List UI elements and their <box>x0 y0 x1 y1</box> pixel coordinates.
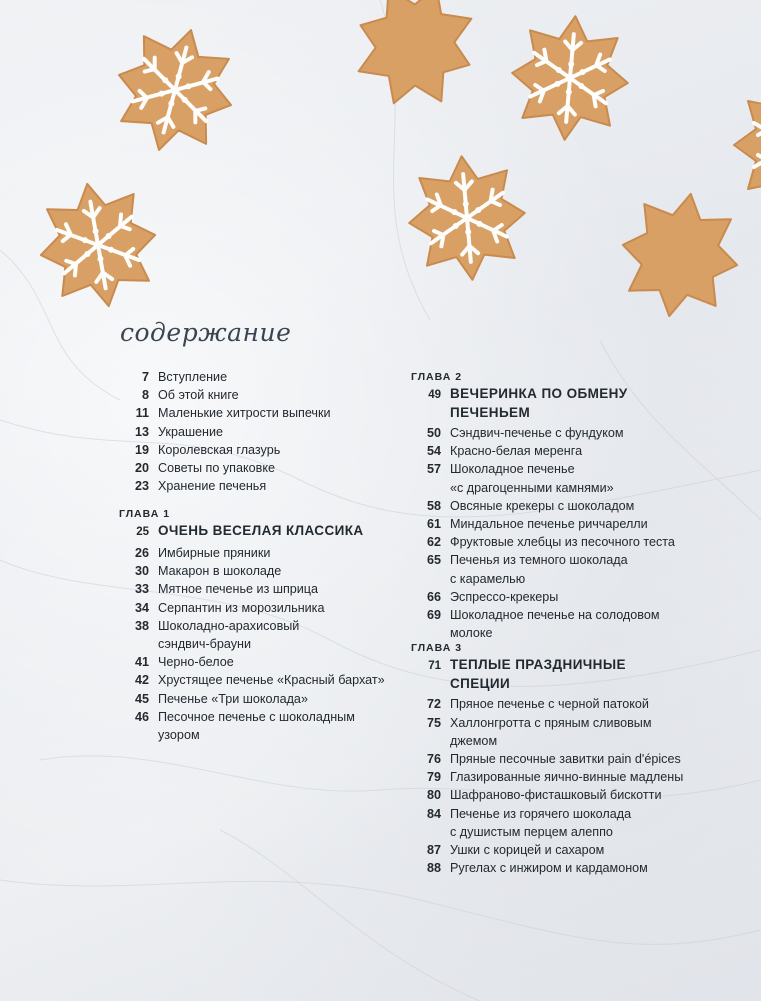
page-number: 62 <box>426 535 441 550</box>
page-number: 8 <box>141 388 149 403</box>
page-number: 72 <box>426 697 441 712</box>
entry-title: Овсяные крекеры с шоколадом <box>450 498 635 513</box>
toc-entry <box>410 606 710 642</box>
toc-entry <box>410 750 710 768</box>
toc-entry <box>410 442 710 460</box>
page-number: 76 <box>426 752 441 767</box>
page-number: 66 <box>426 589 441 604</box>
entry-title: Серпантин из морозильника <box>158 600 325 615</box>
chapter-label: ГЛАВА 3 <box>411 642 463 655</box>
chapter-label: ГЛАВА 2 <box>411 371 463 383</box>
page-number: 25 <box>136 526 149 539</box>
toc-entry <box>118 599 388 617</box>
toc-column-left <box>118 368 388 744</box>
page-number: 50 <box>426 426 441 440</box>
page-number: 20 <box>134 461 149 476</box>
intro-list <box>118 368 388 495</box>
iced-cookie-5 <box>734 83 761 207</box>
entry-title: Хранение печенья <box>158 479 267 494</box>
toc-entry <box>118 477 388 495</box>
toc-entry <box>410 551 710 587</box>
page-number: 7 <box>141 370 149 384</box>
page-number: 19 <box>134 442 149 457</box>
toc-entry <box>410 533 710 551</box>
entry-title: Шоколадно-арахисовый сэндвич-брауни <box>158 618 300 651</box>
toc-entry <box>118 708 388 744</box>
chapter-title <box>410 385 710 422</box>
chapter-1-section <box>118 508 388 744</box>
entry-title: Королевская глазурь <box>158 442 281 457</box>
entry-title: Красно-белая меренга <box>450 444 583 459</box>
toc-column-right <box>410 371 710 877</box>
toc-entry <box>118 441 388 459</box>
entry-title: Об этой книге <box>158 388 239 403</box>
page-number: 30 <box>134 564 149 579</box>
page-number: 79 <box>426 770 441 785</box>
page-number: 34 <box>134 600 149 615</box>
page-number: 49 <box>428 389 441 401</box>
page-number: 75 <box>426 715 441 730</box>
chapter-title-text: ТЕПЛЫЕ ПРАЗДНИЧНЫЕ СПЕЦИИ <box>450 657 626 691</box>
toc-entry <box>118 459 388 477</box>
entry-title: Мятное печенье из шприца <box>158 582 319 597</box>
toc-entry <box>410 497 710 515</box>
toc-entry <box>410 786 710 804</box>
toc-entry <box>118 368 388 386</box>
page-number: 58 <box>426 498 441 513</box>
page-number: 38 <box>134 618 149 633</box>
plain-cookie-2 <box>612 184 748 326</box>
toc-entry <box>410 841 710 859</box>
page-number: 13 <box>134 424 149 439</box>
entry-title: Халлонгротта с пряным сливовым джемом <box>450 715 652 748</box>
page-number: 46 <box>134 709 149 724</box>
iced-cookie-3 <box>507 11 633 145</box>
chapter-title-text: ВЕЧЕРИНКА ПО ОБМЕНУ ПЕЧЕНЬЕМ <box>450 386 628 420</box>
toc-entry <box>118 653 388 671</box>
chapter-title <box>118 522 388 542</box>
toc-entry <box>410 695 710 713</box>
page-number: 65 <box>426 553 441 568</box>
toc-entry <box>410 424 710 442</box>
entry-title: Хрустящее печенье «Красный бархат» <box>158 673 385 688</box>
page-number: 33 <box>134 582 149 597</box>
entry-title: Пряные песочные завитки pain d'épices <box>450 752 681 767</box>
entry-title: Ушки с корицей и сахаром <box>450 843 605 858</box>
entry-title: Песочное печенье с шоколадным узором <box>158 709 355 742</box>
entry-title: Ругелах с инжиром и кардамоном <box>450 861 648 876</box>
page-number: 80 <box>426 788 441 803</box>
entry-title: Украшение <box>158 424 224 439</box>
page-number: 41 <box>134 655 149 670</box>
iced-cookie-4 <box>404 151 530 285</box>
entry-title: Макарон в шоколаде <box>158 564 282 579</box>
iced-cookie-2 <box>30 174 166 316</box>
page-number: 88 <box>426 861 441 876</box>
chapter-2-section <box>410 371 710 642</box>
entry-title: Печенье «Три шоколада» <box>158 691 308 706</box>
toc-entry <box>410 714 710 750</box>
toc-entry <box>118 562 388 580</box>
chapter-title <box>410 656 710 693</box>
page-number: 26 <box>134 545 149 560</box>
entry-title: Имбирные пряники <box>158 545 271 560</box>
toc-entry <box>118 671 388 689</box>
chapter-3-section <box>410 642 710 877</box>
toc-title: содержание <box>120 318 292 347</box>
entry-title: Пряное печенье с черной патокой <box>450 697 649 712</box>
page-number: 57 <box>426 462 441 477</box>
page-number: 54 <box>426 444 441 459</box>
entry-title: Шафраново-фисташковый бискотти <box>450 788 662 803</box>
page-number: 11 <box>135 406 149 421</box>
chapter-title-text: ОЧЕНЬ ВЕСЕЛАЯ КЛАССИКА <box>158 523 364 539</box>
toc-entry <box>118 423 388 441</box>
page-number: 87 <box>426 843 441 858</box>
page-number: 84 <box>426 806 441 821</box>
toc-entry <box>410 859 710 877</box>
chapter-label: ГЛАВА 1 <box>119 508 171 521</box>
entry-title: Глазированные яично-винные мадлены <box>450 770 684 785</box>
toc-entry <box>118 386 388 404</box>
plain-cookie-1 <box>339 0 490 123</box>
iced-cookie-1 <box>103 15 247 165</box>
entry-title: Вступление <box>158 370 228 384</box>
entry-title: Шоколадное печенье на солодовом молоке <box>450 608 660 641</box>
toc-entry <box>118 580 388 598</box>
toc-entry <box>118 404 388 422</box>
entry-title: Печенье из горячего шоколада с душистым перцем алеппо <box>450 806 632 839</box>
page-number: 71 <box>428 660 441 673</box>
page-number: 23 <box>134 479 149 494</box>
entry-title: Черно-белое <box>158 655 234 670</box>
page-number: 42 <box>134 673 149 688</box>
toc-entry <box>410 515 710 533</box>
page-number: 45 <box>134 691 149 706</box>
toc-entry <box>410 588 710 606</box>
entry-title: Печенья из темного шоколада с карамелью <box>450 553 628 586</box>
entry-title: Маленькие хитрости выпечки <box>158 406 331 421</box>
entry-title: Шоколадное печенье «с драгоценными камнями» <box>450 462 614 495</box>
toc-entry <box>410 805 710 841</box>
entry-title: Советы по упаковке <box>158 461 275 476</box>
toc-entry <box>118 617 388 653</box>
entry-title: Фруктовые хлебцы из песочного теста <box>450 535 675 550</box>
cookie-decoration <box>0 0 761 340</box>
entry-title: Миндальное печенье риччарелли <box>450 517 648 532</box>
toc-entry <box>410 768 710 786</box>
page-number: 61 <box>426 517 441 532</box>
toc-entry <box>118 690 388 708</box>
page-number: 69 <box>426 608 441 623</box>
entry-title: Эспрессо-крекеры <box>450 589 559 604</box>
toc-entry <box>410 460 710 496</box>
toc-entry <box>118 544 388 562</box>
entry-title: Сэндвич-печенье с фундуком <box>450 426 624 440</box>
